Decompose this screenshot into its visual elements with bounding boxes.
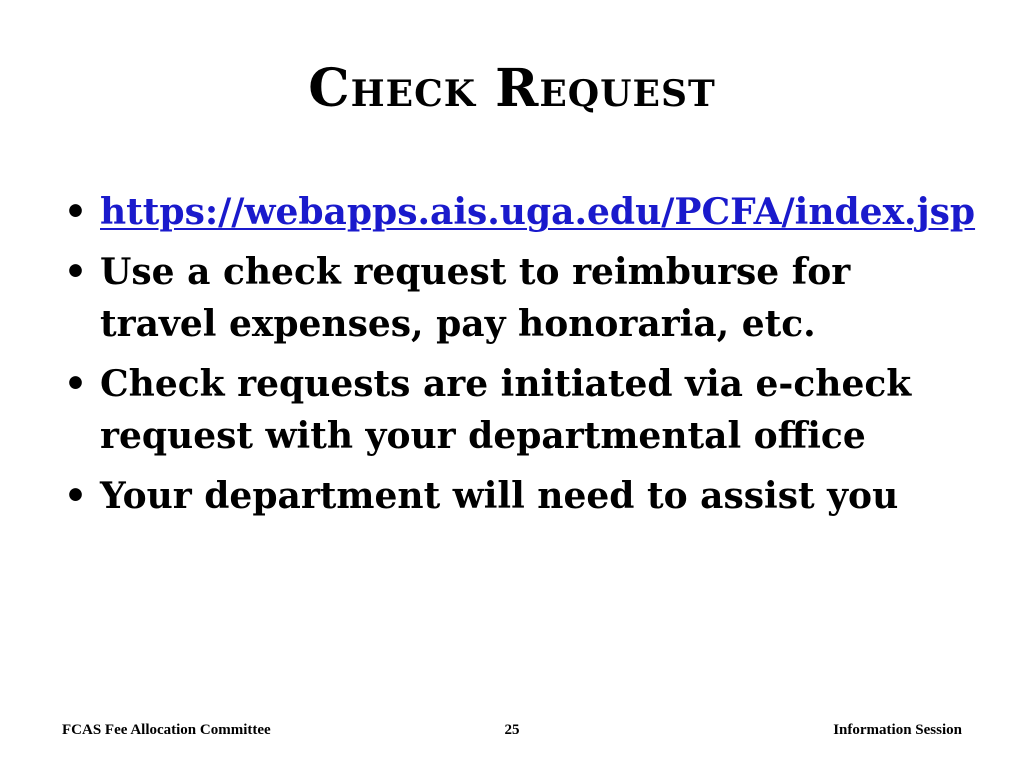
bullet-item-assist [60, 470, 960, 522]
bullet-item-url [60, 186, 976, 238]
bullet-list [60, 186, 976, 530]
footer-session: Information Session [833, 722, 962, 738]
bullet-text: Use a check request to reimburse for travel expenses, pay honoraria, etc. [100, 251, 851, 345]
bullet-dot-icon: • [64, 363, 88, 405]
pcfa-link[interactable]: https://webapps.ais.uga.edu/PCFA/index.jsp [100, 191, 976, 233]
footer-page-number: 25 [504, 722, 520, 738]
footer-committee: FCAS Fee Allocation Committee [62, 722, 271, 738]
bullet-dot-icon: • [64, 475, 88, 517]
bullet-item-initiated [60, 358, 960, 462]
bullet-dot-icon: • [64, 251, 88, 293]
slide-title: Check Request [308, 58, 716, 119]
bullet-dot-icon: • [64, 191, 88, 233]
bullet-text: Your department will need to assist you [100, 475, 899, 517]
bullet-text: Check requests are initiated via e-check request with your departmental office [100, 363, 912, 457]
bullet-item-reimburse [60, 246, 960, 350]
